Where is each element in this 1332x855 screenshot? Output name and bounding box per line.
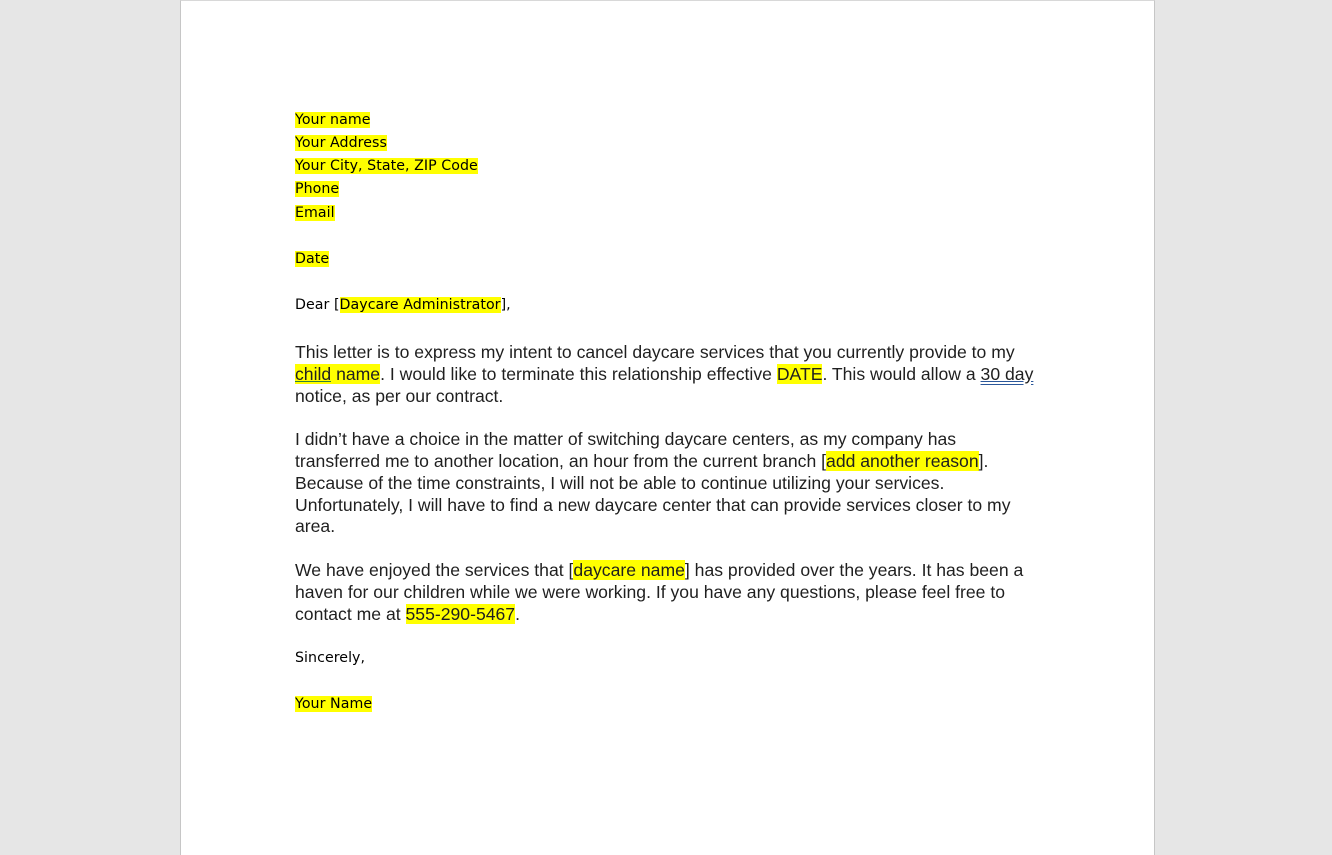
- letter-date[interactable]: Date: [295, 251, 330, 267]
- sender-address-line: [295, 135, 387, 151]
- child-name-word-2[interactable]: name: [336, 364, 381, 384]
- paragraph-2-line-1: I didn’t have a choice in the matter of switching daycare centers, as my company has: [295, 429, 957, 449]
- salutation: [295, 297, 511, 313]
- date-placeholder[interactable]: DATE: [776, 364, 823, 384]
- salutation-suffix: ],: [500, 297, 511, 313]
- paragraph-3-line-3: [295, 604, 520, 626]
- salutation-prefix: Dear [: [295, 297, 340, 313]
- sender-phone-line: [295, 181, 339, 197]
- paragraph-3-line-1-before: We have enjoyed the services that [: [295, 560, 574, 580]
- paragraph-3-line-1: [295, 560, 1023, 582]
- paragraph-2-line-5: area.: [295, 516, 336, 536]
- document-page: [180, 0, 1155, 855]
- paragraph-3-line-2: haven for our children while we were working. If you have any questions, please feel free to: [295, 582, 1006, 602]
- sender-city-state-zip[interactable]: Your City, State, ZIP Code: [295, 158, 478, 174]
- contact-phone-number[interactable]: 555-290-5467: [405, 604, 516, 624]
- signature-name[interactable]: Your Name: [295, 696, 373, 712]
- sender-name-line: [295, 112, 370, 128]
- daycare-name-placeholder[interactable]: daycare name: [573, 560, 685, 580]
- reason-placeholder[interactable]: add another reason: [826, 451, 979, 471]
- sender-email-line: [295, 205, 335, 221]
- paragraph-3-line-3-before: contact me at: [295, 604, 406, 624]
- paragraph-3-line-3-after: .: [515, 604, 520, 624]
- date-line: [295, 251, 329, 267]
- sender-phone[interactable]: Phone: [295, 181, 340, 197]
- paragraph-2-line-3: Because of the time constraints, I will not be able to continue utilizing your services.: [295, 473, 945, 493]
- sender-city-line: [295, 158, 478, 174]
- paragraph-3-line-1-after: ] has provided over the years. It has been a: [684, 560, 1024, 580]
- paragraph-2-line-2-after: ].: [978, 451, 989, 471]
- closing: Sincerely,: [295, 650, 366, 666]
- sender-address[interactable]: Your Address: [295, 135, 387, 151]
- signature-line: [295, 696, 372, 712]
- paragraph-1-line-3: notice, as per our contract.: [295, 386, 504, 406]
- paragraph-2-line-2-before: transferred me to another location, an hour from the current branch [: [295, 451, 827, 471]
- paragraph-2-line-2: [295, 451, 988, 473]
- sender-email[interactable]: Email: [295, 205, 335, 221]
- paragraph-1-line-2-after: . This would allow a: [822, 364, 981, 384]
- paragraph-1-line-2: [295, 364, 1033, 386]
- notice-period[interactable]: 30 day: [980, 364, 1034, 384]
- paragraph-1-line-2-mid: . I would like to terminate this relationship effective: [380, 364, 777, 384]
- salutation-recipient[interactable]: Daycare Administrator: [339, 297, 501, 313]
- sender-name[interactable]: Your name: [295, 112, 371, 128]
- paragraph-2-line-4: Unfortunately, I will have to find a new daycare center that can provide services closer to my: [295, 495, 1011, 515]
- paragraph-1-line-1: This letter is to express my intent to cancel daycare services that you currently provide to my: [295, 342, 1015, 362]
- child-name-word-1[interactable]: child: [295, 364, 332, 384]
